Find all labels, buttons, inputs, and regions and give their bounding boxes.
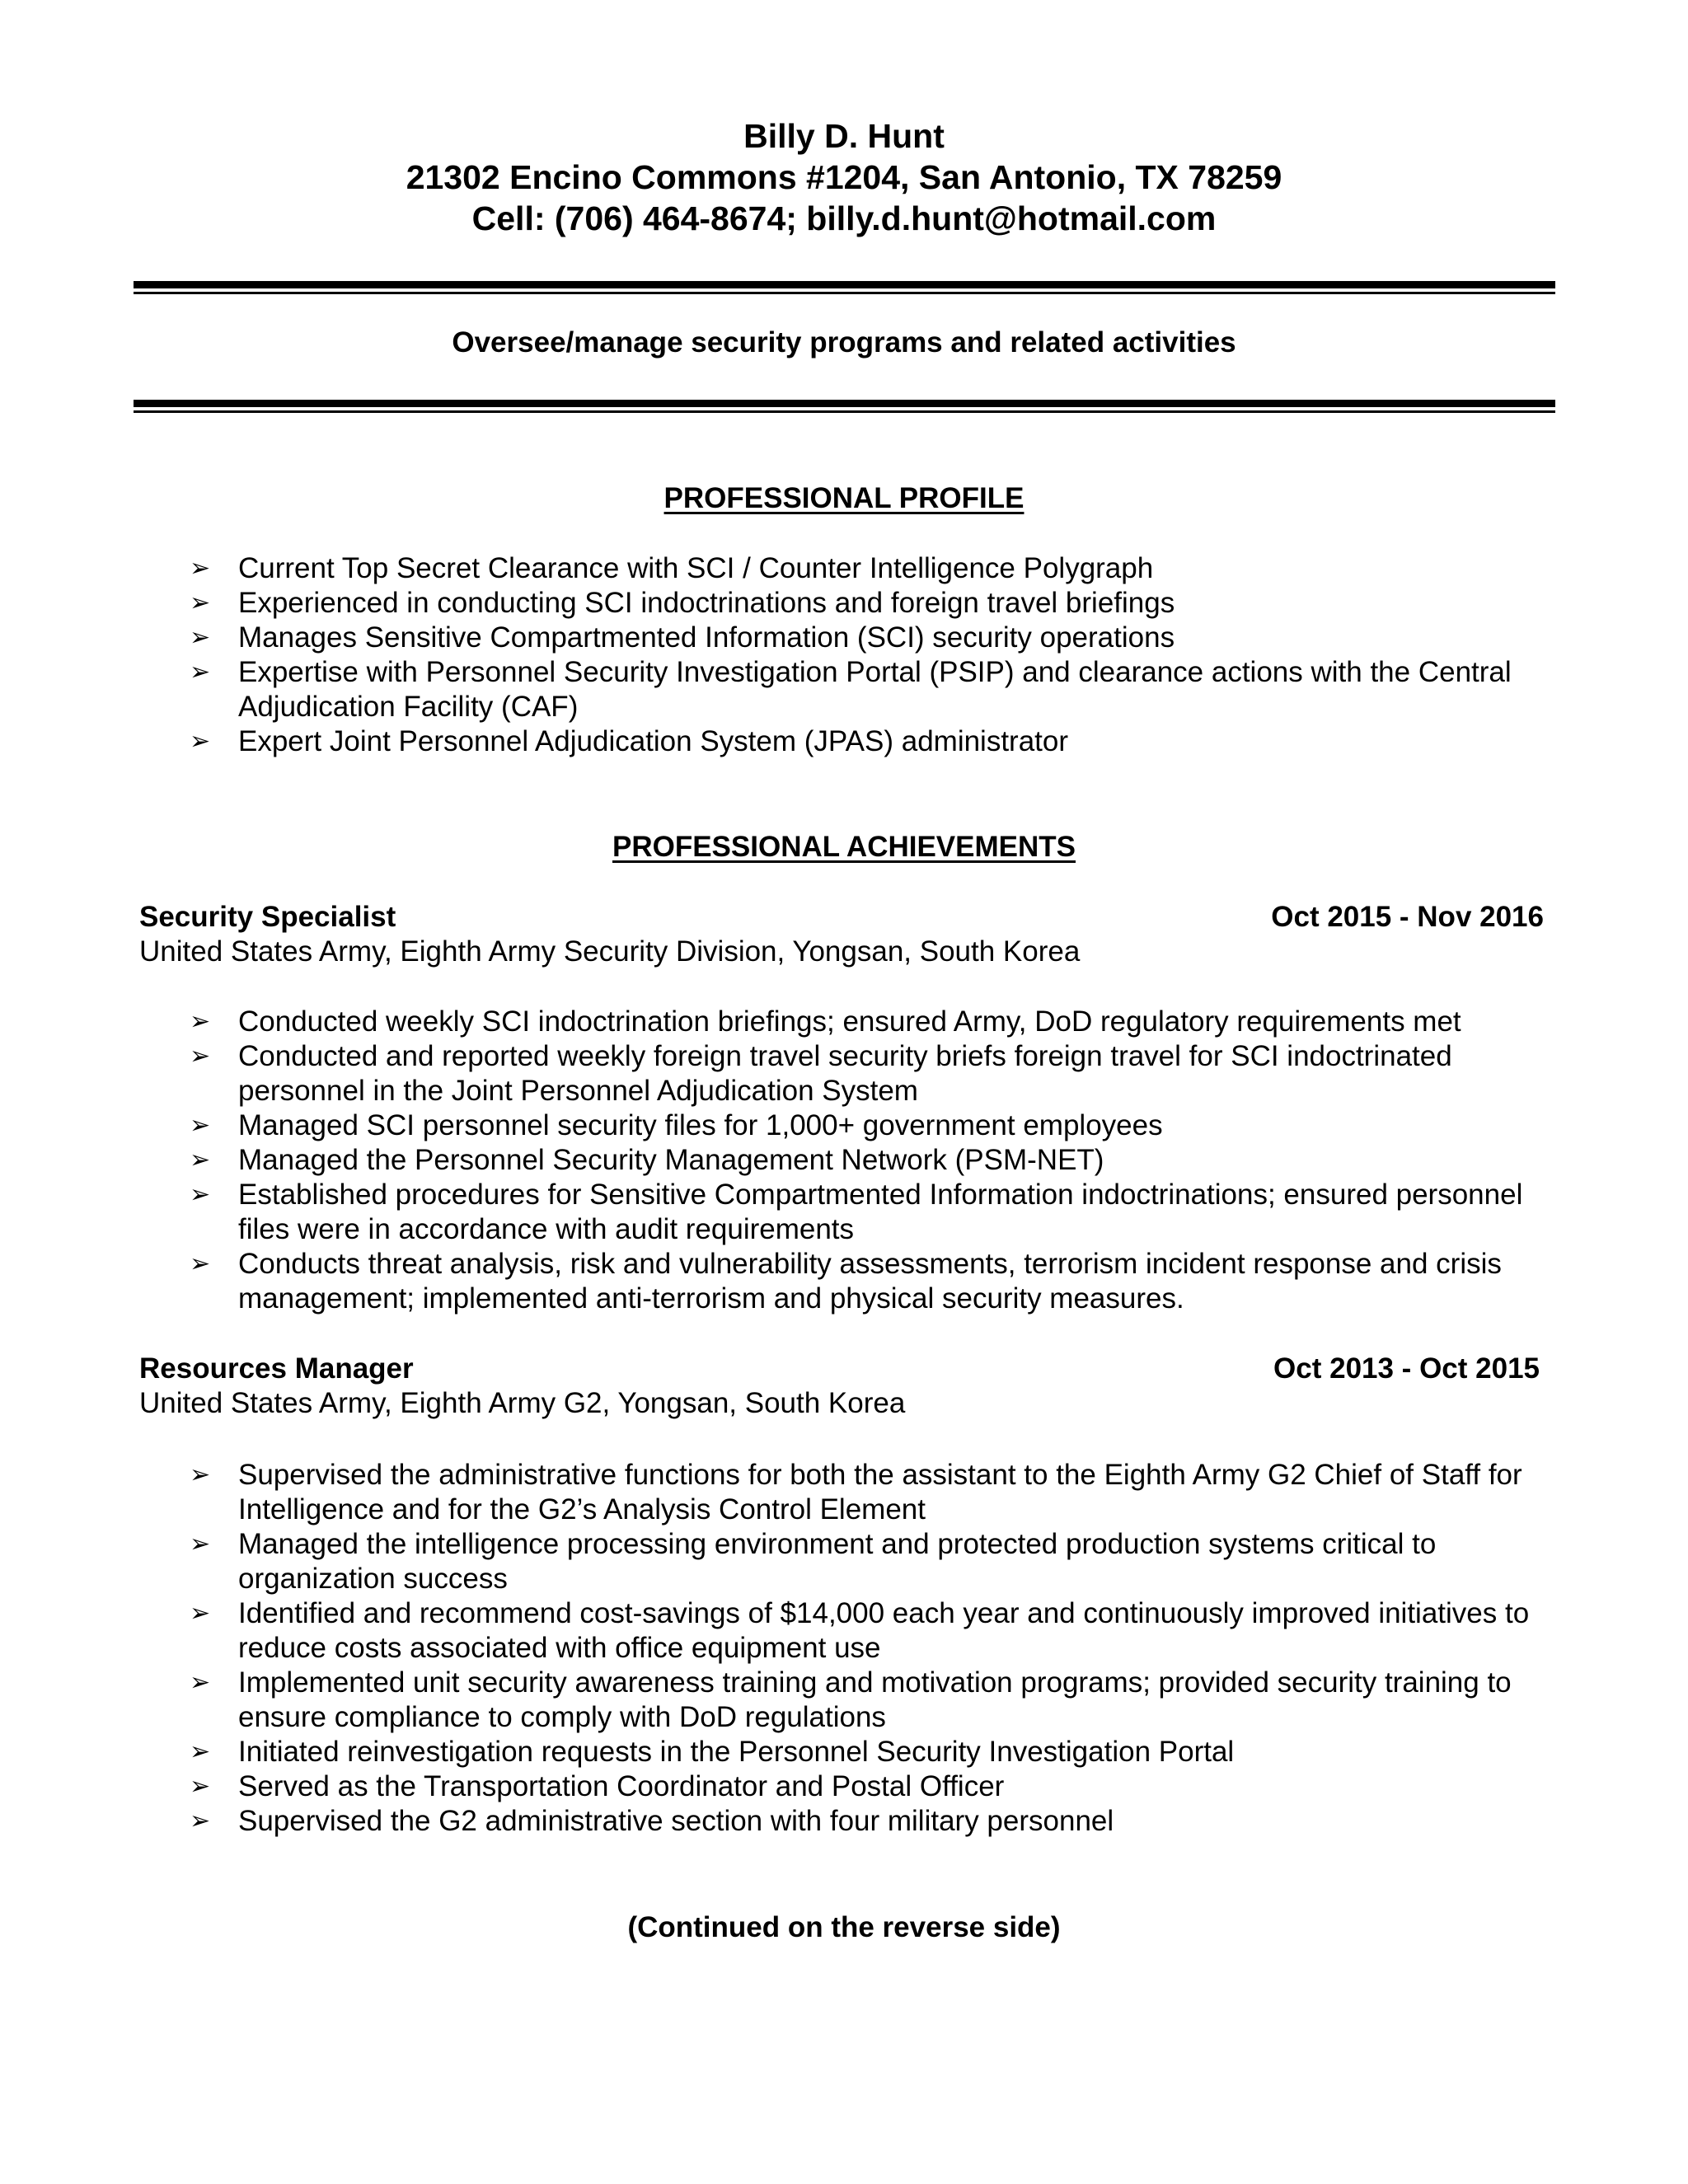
list-item: ➢ Manages Sensitive Compartmented Information (SCI) security operations — [190, 621, 1175, 654]
arrow-bullet-icon: ➢ — [190, 1773, 211, 1800]
job-duties-list — [0, 1005, 1557, 1316]
candidate-contact: Cell: (706) 464-8674; billy.d.hunt@hotmail.com — [471, 199, 1217, 237]
list-item: ➢ Established procedures for Sensitive Compartmented Information indoctrinations; ensured personnel files were in accordance with audit requirements — [190, 1179, 1523, 1245]
arrow-bullet-icon: ➢ — [190, 624, 211, 651]
list-item: ➢ Implemented unit security awareness training and motivation programs; provided security training to ensure compliance to comply with DoD regulations — [190, 1666, 1512, 1733]
arrow-bullet-icon: ➢ — [190, 1530, 211, 1558]
list-item: ➢ Experienced in conducting SCI indoctrinations and foreign travel briefings — [190, 587, 1175, 619]
list-item: ➢ Supervised the administrative functions for both the assistant to the Eighth Army G2 Chief of Staff for Intelligence and for the G2’s Analysis Control Element — [190, 1459, 1522, 1526]
list-item: ➢ Identified and recommend cost-savings of $14,000 each year and continuously improved initiatives to reduce costs associated with office equipment use — [190, 1597, 1530, 1664]
list-item: ➢ Managed the intelligence processing environment and protected production systems critical to organization success — [190, 1528, 1437, 1595]
list-item: ➢ Initiated reinvestigation requests in the Personnel Security Investigation Portal — [190, 1736, 1235, 1768]
objective-statement: Oversee/manage security programs and related activities — [452, 326, 1236, 359]
arrow-bullet-icon: ➢ — [190, 1146, 211, 1174]
header-divider-top — [134, 281, 1555, 294]
job-organization: United States Army, Eighth Army Security Division, Yongsan, South Korea — [139, 935, 1081, 968]
profile-section-title: PROFESSIONAL PROFILE — [663, 482, 1025, 514]
list-item: ➢ Conducted and reported weekly foreign travel security briefs foreign travel for SCI indoctrinated personnel in the Joint Personnel Adjudication System — [190, 1040, 1452, 1107]
resume-header — [0, 115, 1688, 239]
header-divider-bottom — [134, 400, 1555, 413]
arrow-bullet-icon: ➢ — [190, 1738, 211, 1765]
list-item: ➢ Managed the Personnel Security Management Network (PSM-NET) — [190, 1144, 1104, 1176]
arrow-bullet-icon: ➢ — [190, 658, 211, 686]
job-organization: United States Army, Eighth Army G2, Yongsan, South Korea — [139, 1387, 906, 1419]
list-item: ➢ Managed SCI personnel security files for 1,000+ government employees — [190, 1109, 1163, 1141]
arrow-bullet-icon: ➢ — [190, 1250, 211, 1277]
list-item: ➢ Conducts threat analysis, risk and vulnerability assessments, terrorism incident response and crisis management; implemented anti-terrorism and physical security measures. — [190, 1248, 1502, 1315]
arrow-bullet-icon: ➢ — [190, 1600, 211, 1627]
job-dates: Oct 2015 - Nov 2016 — [1271, 901, 1544, 933]
job-duties-list — [0, 1458, 1557, 1839]
arrow-bullet-icon: ➢ — [190, 1669, 211, 1696]
profile-list — [0, 551, 1557, 759]
candidate-address: 21302 Encino Commons #1204, San Antonio, TX 78259 — [406, 158, 1282, 196]
job-title: Security Specialist — [139, 901, 396, 933]
arrow-bullet-icon: ➢ — [190, 1461, 211, 1488]
arrow-bullet-icon: ➢ — [190, 1112, 211, 1139]
arrow-bullet-icon: ➢ — [190, 589, 211, 616]
list-item: ➢ Expertise with Personnel Security Investigation Portal (PSIP) and clearance actions with the Central Adjudication Facility (CAF) — [190, 656, 1512, 723]
list-item: ➢ Conducted weekly SCI indoctrination briefings; ensured Army, DoD regulatory requirements met — [190, 1005, 1461, 1038]
candidate-name: Billy D. Hunt — [743, 117, 945, 155]
list-item: ➢ Served as the Transportation Coordinator and Postal Officer — [190, 1770, 1005, 1802]
arrow-bullet-icon: ➢ — [190, 1181, 211, 1208]
list-item: ➢ Current Top Secret Clearance with SCI / Counter Intelligence Polygraph — [190, 552, 1154, 584]
arrow-bullet-icon: ➢ — [190, 728, 211, 755]
arrow-bullet-icon: ➢ — [190, 1008, 211, 1035]
continued-note: (Continued on the reverse side) — [627, 1911, 1061, 1943]
job-dates: Oct 2013 - Oct 2015 — [1273, 1352, 1540, 1385]
achievements-section-title: PROFESSIONAL ACHIEVEMENTS — [612, 831, 1076, 863]
list-item: ➢ Expert Joint Personnel Adjudication System (JPAS) administrator — [190, 725, 1069, 757]
arrow-bullet-icon: ➢ — [190, 555, 211, 582]
list-item: ➢ Supervised the G2 administrative section with four military personnel — [190, 1805, 1114, 1837]
arrow-bullet-icon: ➢ — [190, 1043, 211, 1070]
arrow-bullet-icon: ➢ — [190, 1807, 211, 1835]
job-title: Resources Manager — [139, 1352, 414, 1385]
